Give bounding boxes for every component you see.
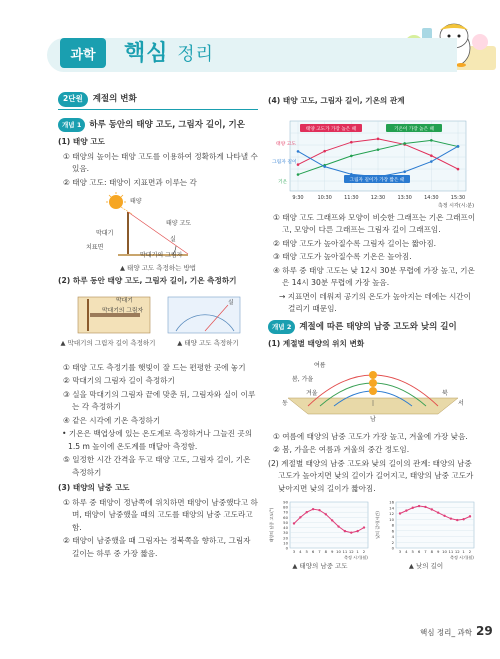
- seasonal-point: [450, 517, 452, 519]
- concept-2-heading: [268, 320, 478, 335]
- daily-point: [430, 139, 433, 142]
- label-south: 남: [370, 415, 376, 423]
- seasonal-y-tick: 8: [391, 522, 394, 528]
- seasonal-point: [344, 530, 346, 532]
- label-spring-autumn: 봄, 가을: [292, 375, 314, 383]
- s2-item-1: ① 태양 고도 측정기를 햇빛이 잘 드는 편평한 곳에 놓기: [63, 362, 246, 372]
- caption-altitude-measure: ▲ 태양 고도 측정하기: [177, 338, 239, 347]
- sun-path-figure: [268, 354, 478, 428]
- seasonal-altitude-chart: [268, 498, 372, 562]
- seasonal-y-tick: 14: [389, 505, 394, 511]
- measure-figures: [58, 291, 258, 359]
- seasonal-x-tick: 2: [362, 549, 366, 554]
- seasonal-point: [363, 526, 365, 528]
- seasonal-y-tick: 0: [285, 545, 288, 551]
- seasonal-x-tick: 12: [348, 549, 354, 554]
- seasonal-x-tick: 5: [305, 549, 308, 554]
- daily-annotation-text: 태양 고도가 가장 높은 때: [305, 126, 357, 132]
- daily-point: [377, 148, 380, 151]
- seasonal-y-tick: 2: [391, 539, 394, 545]
- seasonal-x-tick: 2: [468, 549, 472, 554]
- daily-annotation-text: 그림자 길이가 가장 짧은 때: [349, 177, 405, 183]
- seasonal-point: [443, 515, 445, 517]
- daily-point: [457, 144, 460, 147]
- subject-tag: 과학: [60, 38, 106, 68]
- label-east: 동: [282, 399, 288, 407]
- daylength-chart-title: ▲ 낮의 길이: [408, 562, 444, 570]
- seasonal-x-tick: 10: [442, 549, 447, 554]
- fig-label-stick: 막대기: [96, 230, 114, 237]
- daily-x-tick: 9:30: [292, 194, 304, 201]
- concept-1-title: 하루 동안의 태양 고도, 그림자 길이, 기온: [89, 119, 245, 130]
- seasonal-point: [456, 519, 458, 521]
- fig-label-ruler: 치표면: [86, 244, 104, 251]
- seasonal-point: [350, 531, 352, 533]
- seasonal-y-label: 태양의 남중 고도(°): [269, 507, 274, 543]
- fig-label-altitude: 태양 고도: [166, 220, 192, 227]
- concept-2-tag: 개념 2: [268, 320, 295, 335]
- fig-label-thread: 실: [170, 236, 176, 243]
- seasonal-x-tick: 7: [318, 549, 321, 554]
- seasonal-y-tick: 70: [283, 509, 288, 515]
- daily-point: [403, 142, 406, 145]
- seasonal-point: [337, 525, 339, 527]
- seasonal-x-tick: 1: [462, 549, 465, 554]
- c2s1-title: (1) 계절별 태양의 위치 변화: [268, 339, 365, 348]
- unit-name: 계절의 변화: [92, 94, 137, 104]
- seasonal-point: [356, 530, 358, 532]
- seasonal-x-tick: 11: [448, 549, 454, 554]
- daily-x-tick: 14:30: [424, 194, 439, 201]
- seasonal-point: [412, 507, 414, 509]
- daily-x-tick: 11:30: [344, 194, 359, 201]
- s2-item-2: ② 막대기의 그림자 길이 측정하기: [63, 376, 175, 385]
- seasonal-x-tick: 1: [356, 549, 359, 554]
- s2-item-3: ③ 실을 막대기의 그림자 끝에 맞춘 뒤, 그림자와 실이 이루는 각 측정하기: [63, 389, 256, 411]
- seasonal-x-tick: 8: [430, 549, 434, 554]
- seasonal-point: [312, 508, 314, 510]
- seasonal-x-tick: 6: [311, 549, 315, 554]
- seasonal-x-label: 측정 시기(월): [450, 555, 474, 560]
- footer-text: 핵심 정리_ 과학: [420, 628, 472, 637]
- label-north: 북: [442, 389, 448, 397]
- seasonal-charts: [268, 498, 478, 570]
- fig-label-stick-2: 막대기: [116, 297, 133, 304]
- daily-x-tick: 12:30: [370, 194, 386, 201]
- concept-1-tag: 개념 1: [58, 118, 85, 133]
- seasonal-y-tick: 10: [389, 516, 394, 522]
- seasonal-point: [399, 512, 401, 514]
- seasonal-x-tick: 6: [417, 549, 421, 554]
- daily-point: [297, 163, 300, 166]
- fig-label-shadow-2: 막대기의 그림자: [102, 307, 144, 314]
- seasonal-point: [437, 511, 439, 513]
- daylength-chart: [374, 498, 478, 562]
- seasonal-point: [293, 522, 295, 524]
- seasonal-y-tick: 90: [283, 499, 288, 505]
- fig-label-shadow: 막대기의 그림자: [140, 252, 183, 259]
- seasonal-x-tick: 9: [330, 549, 334, 554]
- seasonal-x-label: 측정 시기(월): [344, 555, 368, 560]
- title-main: 핵심: [124, 41, 169, 66]
- seasonal-point: [424, 506, 426, 508]
- title-sub: 정리: [177, 44, 214, 65]
- c2s2-title: (2) 계절별 태양의 남중 고도와 낮의 길이의 관계: 태양의 남중 고도가 높아지면 낮의 길이가 길어지고, 태양의 남중 고도가 낮아지면 낮의 길이가 짧아짐.: [268, 458, 474, 493]
- seasonal-x-tick: 12: [454, 549, 460, 554]
- s4-note: → 지표면이 데워져 공기의 온도가 높아지는 데에는 시간이 걸리기 때문임.: [279, 291, 471, 313]
- daily-point: [377, 137, 380, 140]
- caption-shadow-length: ▲ 막대기의 그림자 길이 측정하기: [60, 338, 156, 347]
- seasonal-y-tick: 40: [283, 525, 288, 531]
- s2-bullet-1: • 기온은 백엽상에 있는 온도계로 측정하거나 그늘진 곳의 1.5 m 높이에 온도계를 매달아 측정함.: [62, 429, 253, 451]
- right-column: [268, 92, 478, 573]
- daily-chart-wrapper: [268, 111, 478, 209]
- s4-item-1: ① 태양 고도 그래프와 모양이 비슷한 그래프는 기온 그래프이고, 모양이 다른 그래프는 그림자 길이 그래프임.: [273, 212, 476, 234]
- c2s1-item-1: ① 여름에 태양의 남중 고도가 가장 높고, 겨울에 가장 낮음.: [273, 431, 468, 441]
- daily-point: [350, 140, 353, 143]
- seasonal-point: [462, 518, 464, 520]
- seasonal-point: [299, 516, 301, 518]
- fig-label-sun: 태양: [130, 198, 142, 205]
- seasonal-x-tick: 9: [436, 549, 440, 554]
- seasonal-point: [318, 509, 320, 511]
- seasonal-x-tick: 4: [299, 549, 302, 554]
- s2-item-5: ⑤ 일정한 시간 간격을 두고 태양 고도, 그림자 길이, 기온 측정하기: [63, 455, 251, 477]
- seasonal-x-tick: 11: [342, 549, 348, 554]
- daily-x-tick: 13:30: [397, 194, 412, 201]
- seasonal-y-tick: 0: [391, 545, 394, 551]
- s3-title: (3) 태양의 남중 고도: [58, 483, 130, 492]
- seasonal-point: [331, 519, 333, 521]
- seasonal-y-tick: 60: [283, 514, 288, 520]
- seasonal-y-tick: 30: [283, 530, 288, 536]
- seasonal-x-tick: 7: [424, 549, 427, 554]
- altitude-figure: [58, 192, 258, 272]
- daily-point: [350, 154, 353, 157]
- seasonal-y-label: 낮의 길이(시간): [375, 511, 380, 539]
- s2-item-4: ④ 같은 시각에 기온 측정하기: [63, 415, 161, 425]
- seasonal-y-tick: 6: [391, 528, 394, 534]
- c2s1-item-2: ② 봄, 가을은 여름과 겨울의 중간 정도임.: [273, 445, 410, 454]
- daily-point: [297, 173, 300, 176]
- daily-annotation-text: 기온이 가장 높은 때: [394, 126, 434, 132]
- daily-point: [457, 167, 460, 170]
- seasonal-y-tick: 10: [283, 540, 288, 546]
- daily-x-label: 측정 시각(시:분): [437, 202, 475, 209]
- daily-point: [430, 154, 433, 157]
- seasonal-x-tick: 5: [411, 549, 414, 554]
- seasonal-y-tick: 50: [283, 519, 288, 525]
- seasonal-y-tick: 16: [389, 499, 394, 505]
- seasonal-point: [325, 513, 327, 515]
- altitude-caption: ▲ 태양 고도 측정하는 방법: [119, 264, 197, 272]
- daily-label-temp: 기온: [278, 179, 288, 185]
- concept-1-heading: [58, 118, 258, 133]
- seasonal-point: [469, 515, 471, 517]
- daily-point: [323, 165, 326, 168]
- daily-x-tick: 15:30: [450, 194, 466, 201]
- s1-item-1: ① 태양의 높이는 태양 고도를 이용하여 정확하게 나타낼 수 있음.: [63, 151, 258, 173]
- header-band: [47, 38, 457, 72]
- daily-label-shadow: 그림자 길이: [272, 159, 297, 165]
- page-title: [124, 36, 214, 67]
- s3-item-1: ① 하루 중 태양이 정남쪽에 위치하면 태양이 남중했다고 하며, 태양이 남중했을 때의 고도를 태양의 남중 고도라고 함.: [63, 497, 258, 532]
- daily-x-tick: 10:30: [317, 194, 332, 201]
- seasonal-plot-area: [290, 502, 368, 548]
- s4-item-4: ④ 하루 중 태양 고도는 낮 12시 30분 무렵에 가장 높고, 기온은 14시 30분 무렵에 가장 높음.: [273, 265, 475, 287]
- s4-item-2: ② 태양 고도가 높아질수록 그림자 길이는 짧아짐.: [273, 238, 437, 248]
- seasonal-y-tick: 4: [391, 534, 394, 539]
- daily-point: [430, 160, 433, 163]
- seasonal-x-tick: 3: [292, 549, 296, 554]
- seasonal-y-tick: 20: [283, 535, 288, 541]
- fig-label-thread-2: 실: [228, 299, 234, 306]
- seasonal-x-tick: 4: [405, 549, 408, 554]
- seasonal-y-tick: 12: [389, 511, 394, 516]
- daily-point: [297, 150, 300, 153]
- seasonal-point: [306, 511, 308, 513]
- concept-2-title: 계절에 따른 태양의 남중 고도와 낮의 길이: [299, 321, 457, 332]
- altitude-chart-title: ▲ 태양의 남중 고도: [292, 562, 348, 570]
- seasonal-x-tick: 8: [324, 549, 328, 554]
- seasonal-y-tick: 80: [283, 504, 288, 510]
- s2-title: (2) 하루 동안 태양 고도, 그림자 길이, 기온 측정하기: [58, 276, 237, 285]
- unit-tag: 2단원: [58, 92, 88, 107]
- s1-item-2: ② 태양 고도: 태양이 지표면과 이루는 각: [63, 177, 197, 187]
- unit-bar: [58, 92, 258, 110]
- daily-point: [403, 170, 406, 173]
- daily-chart: [268, 111, 478, 209]
- daily-point: [323, 149, 326, 152]
- s1-title: (1) 태양 고도: [58, 137, 105, 146]
- label-summer: 여름: [314, 361, 326, 369]
- page-number: 29: [476, 624, 493, 638]
- footer: [420, 624, 493, 638]
- left-column: [58, 92, 258, 561]
- s3-item-2: ② 태양이 남중했을 때 그림자는 정북쪽을 향하고, 그림자 길이는 하루 중 가장 짧음.: [63, 536, 251, 558]
- seasonal-point: [405, 509, 407, 511]
- seasonal-point: [431, 508, 433, 510]
- seasonal-x-tick: 3: [398, 549, 402, 554]
- label-winter: 겨울: [306, 389, 318, 397]
- s4-item-3: ③ 태양 고도가 높아질수록 기온은 높아짐.: [273, 252, 412, 261]
- seasonal-x-tick: 10: [336, 549, 341, 554]
- seasonal-point: [418, 505, 420, 507]
- s4-title: (4) 태양 고도, 그림자 길이, 기온의 관계: [268, 96, 405, 105]
- label-west: 서: [458, 399, 464, 407]
- daily-label-altitude: 태양 고도: [276, 141, 297, 147]
